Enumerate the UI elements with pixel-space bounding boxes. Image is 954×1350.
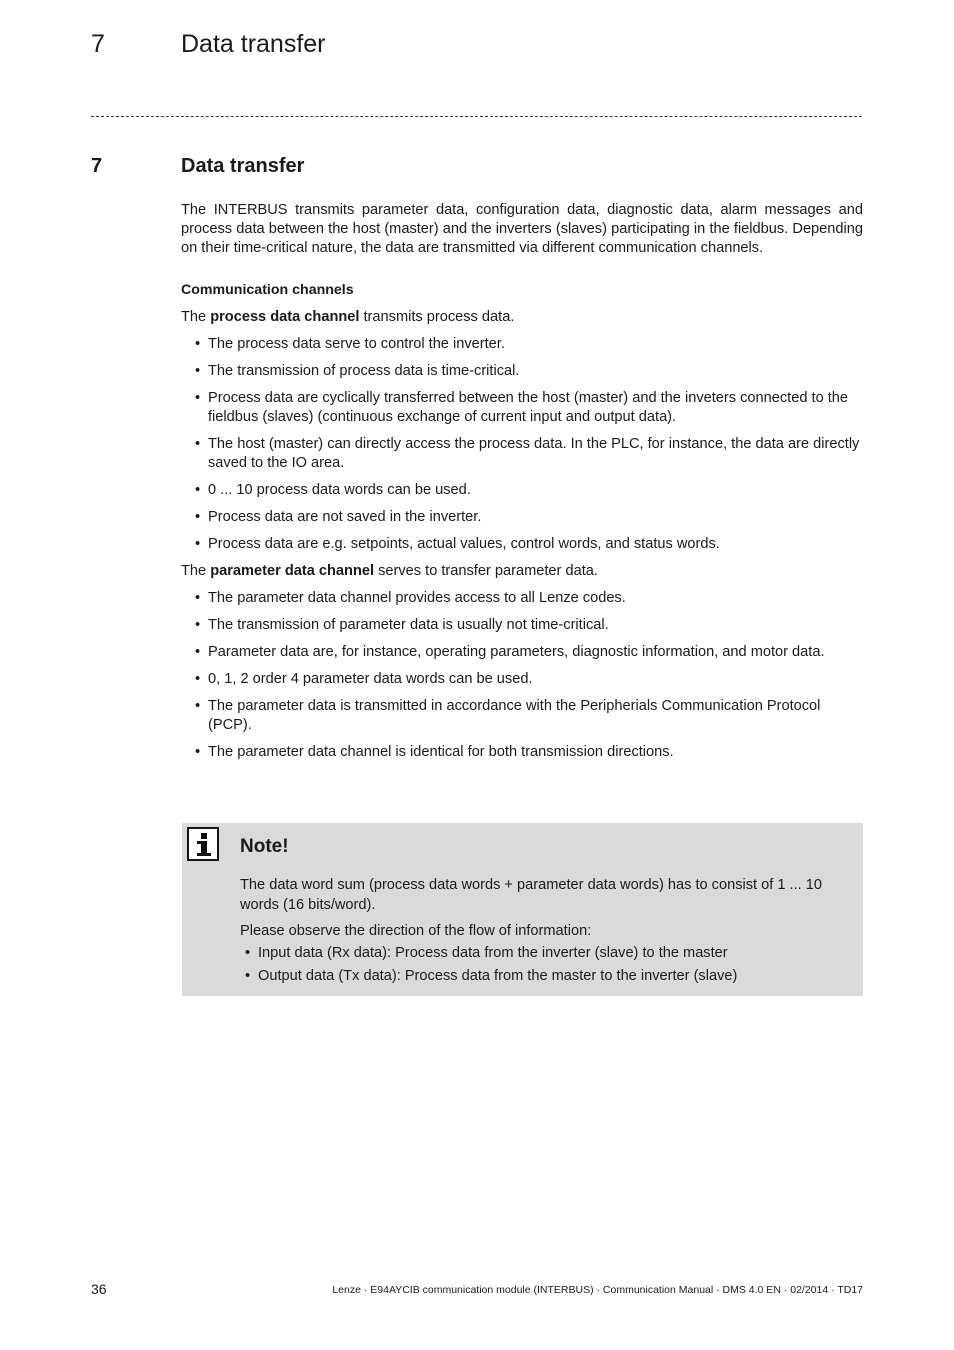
footer-text: Lenze · E94AYCIB communication module (INTERBUS) · Communication Manual · DMS 4.0 EN · 02/2014 · TD17 <box>332 1284 863 1296</box>
header-chapter-number: 7 <box>91 30 105 58</box>
list-item: • Parameter data are, for instance, operating parameters, diagnostic information, and motor data. <box>181 643 863 662</box>
list-item: • The transmission of process data is time-critical. <box>181 362 863 381</box>
note-text: The data word sum (process data words + parameter data words) has to consist of 1 ... 10 words (16 bits/word). <box>240 877 823 913</box>
list-item: • Process data are cyclically transferred between the host (master) and the inveters connected to the fieldbus (slaves) (continuous exchange of current input and output data). <box>181 389 863 427</box>
note-text: Please observe the direction of the flow of information: <box>240 923 592 939</box>
intro-paragraph: The INTERBUS transmits parameter data, configuration data, diagnostic data, alarm messages and process data between the host (master) and the inverters (slaves) participating in the fieldbus. Depending on their time-critical nature, the data are transmitted via different communication channels. <box>181 202 863 256</box>
note-box <box>182 823 863 996</box>
header-chapter-title: Data transfer <box>181 30 326 58</box>
list-item: • The process data serve to control the inverter. <box>181 335 863 354</box>
list-item: • Process data are not saved in the inverter. <box>181 508 863 527</box>
subheading: Communication channels <box>181 282 354 298</box>
list-item: • The host (master) can directly access the process data. In the PLC, for instance, the data are directly saved to the IO area. <box>181 435 863 473</box>
page-number: 36 <box>91 1281 107 1297</box>
process-lead: The process data channel transmits process data. <box>181 309 515 325</box>
list-item: • 0 ... 10 process data words can be used. <box>181 481 863 500</box>
list-item: • The parameter data channel provides access to all Lenze codes. <box>181 589 863 608</box>
parameter-lead: The parameter data channel serves to transfer parameter data. <box>181 563 598 579</box>
process-channel-term: process data channel <box>210 309 360 325</box>
list-item: • The parameter data is transmitted in accordance with the Peripherials Communication Protocol (PCP). <box>181 697 863 735</box>
section-title: Data transfer <box>181 155 305 177</box>
parameter-channel-term: parameter data channel <box>210 563 375 579</box>
parameter-list <box>181 589 863 762</box>
main-content <box>181 201 863 770</box>
note-body <box>240 875 852 989</box>
list-item: • The transmission of parameter data is usually not time-critical. <box>181 616 863 635</box>
section-number: 7 <box>91 155 103 177</box>
list-item: • Input data (Rx data): Process data from the inverter (slave) to the master <box>240 943 852 963</box>
list-item: • Process data are e.g. setpoints, actual values, control words, and status words. <box>181 535 863 554</box>
note-title: Note! <box>240 836 289 857</box>
list-item: • 0, 1, 2 order 4 parameter data words can be used. <box>181 670 863 689</box>
note-list <box>240 943 852 986</box>
header-divider <box>91 116 862 117</box>
process-list <box>181 335 863 554</box>
list-item: • Output data (Tx data): Process data from the master to the inverter (slave) <box>240 966 852 986</box>
list-item: • The parameter data channel is identical for both transmission directions. <box>181 743 863 762</box>
info-icon <box>187 827 219 861</box>
